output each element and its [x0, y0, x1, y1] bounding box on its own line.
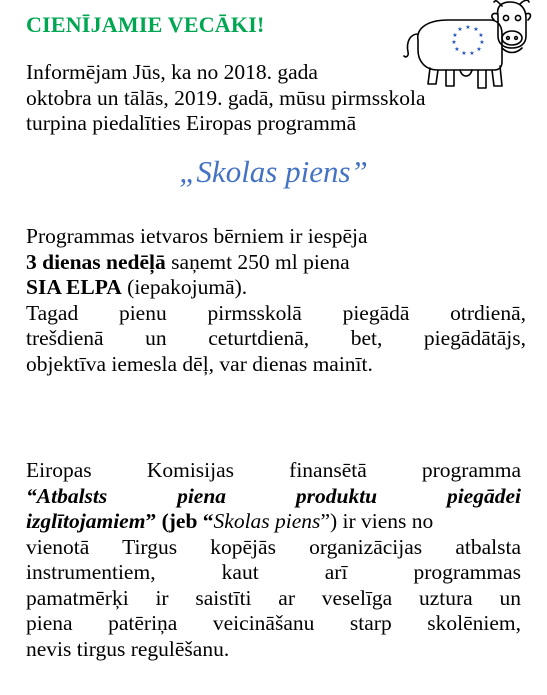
- svg-text:★: ★: [454, 46, 460, 53]
- details-line: [26, 250, 526, 276]
- svg-text:★: ★: [478, 32, 484, 39]
- commission-line: Eiropas Komisijas finansētā programma: [26, 458, 521, 482]
- svg-text:★: ★: [461, 50, 467, 57]
- commission-line: izglītojamiem” (jeb “Skolas piens”) ir viens no: [26, 509, 434, 533]
- commission-line: “Atbalsts piena produktu piegādei: [26, 483, 521, 508]
- details-text: (iepakojumā).: [121, 275, 248, 299]
- details-line: [26, 275, 526, 301]
- intro-line: turpina piedalīties Eiropas programmā: [26, 111, 357, 135]
- intro-line: oktobra un tālās, 2019. gadā, mūsu pirmsskola: [26, 85, 426, 110]
- details-line: objektīva iemesla dēļ, var dienas mainīt.: [26, 351, 373, 376]
- details-line: trešdienā un ceturtdienā, bet, piegādātājs,: [26, 326, 526, 350]
- commission-line: pamatmērķi ir saistīti ar veselīga uztura un: [26, 585, 521, 610]
- commission-line: vienotā Tirgus kopējās organizācijas atbalsta: [26, 534, 521, 559]
- svg-text:★: ★: [465, 24, 471, 31]
- commission-paragraph: [26, 458, 521, 662]
- details-line: Tagad pienu pirmsskolā piegādā otrdienā,: [26, 300, 526, 325]
- page-heading: CIENĪJAMIE VECĀKI!: [26, 12, 265, 37]
- svg-text:★: ★: [452, 32, 458, 39]
- intro-line: Informējam Jūs, ka no 2018. gada: [26, 60, 318, 84]
- commission-line: instrumentiem, kaut arī programmas: [26, 560, 521, 584]
- svg-text:★: ★: [479, 39, 485, 46]
- svg-text:★: ★: [473, 26, 479, 33]
- svg-text:★: ★: [457, 26, 463, 33]
- program-details-paragraph: [26, 224, 526, 377]
- program-title: „Skolas piens”: [179, 154, 368, 189]
- svg-text:★: ★: [451, 39, 457, 46]
- details-text: saņemt 250 ml piena: [165, 249, 350, 274]
- eu-stars-icon: [451, 24, 484, 57]
- svg-text:★: ★: [476, 46, 482, 53]
- supplier-name: SIA ELPA: [26, 275, 122, 299]
- intro-paragraph: [26, 60, 526, 137]
- svg-text:★: ★: [469, 50, 475, 57]
- frequency-text: 3 dienas nedēļā: [26, 249, 166, 274]
- commission-line: piena patēriņa veicināšanu starp skolēniem,: [26, 611, 521, 635]
- commission-line: nevis tirgus regulēšanu.: [26, 636, 230, 661]
- details-line: Programmas ietvaros bērniem ir iespēja: [26, 224, 368, 248]
